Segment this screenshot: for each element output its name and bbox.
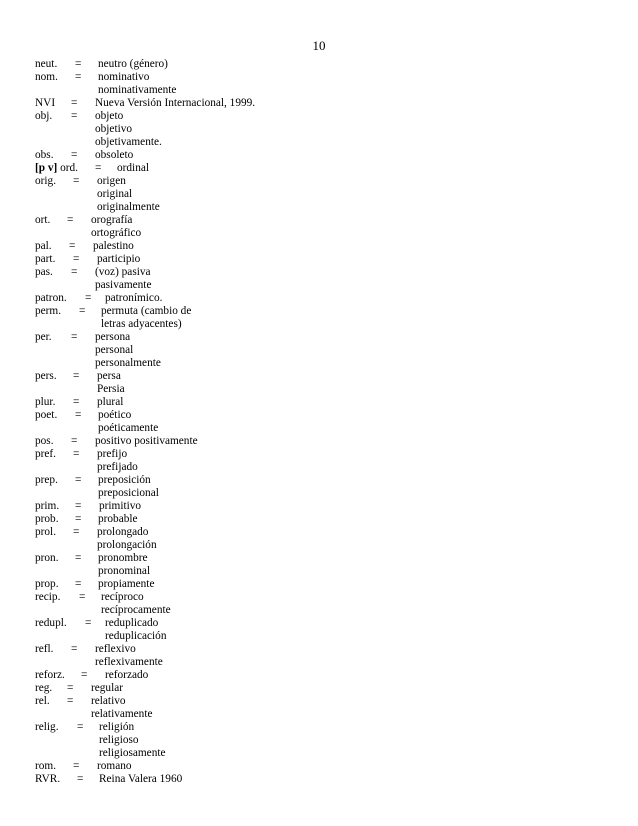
equals-sign: = (71, 435, 78, 447)
equals-sign: = (71, 97, 78, 109)
entry-row (35, 526, 595, 539)
entry-row (35, 97, 595, 110)
definition: Nueva Versión Internacional, 1999. (95, 97, 256, 109)
abbreviation: recip. (35, 591, 61, 603)
abbreviation: prim. (35, 500, 60, 512)
entry-row (35, 162, 595, 175)
definition: prefijo (97, 448, 128, 460)
abbreviation: part. (35, 253, 56, 265)
entry-row (35, 331, 595, 344)
abbreviation-entry (35, 617, 595, 643)
definition: palestino (93, 240, 134, 252)
entry-continuation-row (35, 734, 595, 747)
abbreviation-entry (35, 175, 595, 214)
abbreviation: perm. (35, 305, 62, 317)
entry-continuation-row (35, 123, 595, 136)
definition: recíproco (101, 591, 144, 603)
abbreviation-entry (35, 643, 595, 669)
entry-row (35, 695, 595, 708)
abbreviation-entry (35, 578, 595, 591)
entry-row (35, 409, 595, 422)
abbreviation: reforz. (35, 669, 65, 681)
entry-row (35, 682, 595, 695)
abbreviation: pal. (35, 240, 52, 252)
entry-row (35, 58, 595, 71)
abbreviation-entry (35, 695, 595, 721)
definition: prefijado (97, 461, 138, 473)
definition: positivo positivamente (95, 435, 198, 447)
equals-sign: = (95, 162, 102, 174)
definition: reflexivamente (95, 656, 163, 668)
entry-continuation-row (35, 357, 595, 370)
definition: personal (95, 344, 134, 356)
abbreviation-entry (35, 760, 595, 773)
definition: personalmente (95, 357, 161, 369)
entry-continuation-row (35, 747, 595, 760)
equals-sign: = (73, 175, 80, 187)
abbreviation-entry (35, 149, 595, 162)
abbreviation: pron. (35, 552, 59, 564)
abbreviation: prob. (35, 513, 59, 525)
definition: religiosamente (99, 747, 166, 759)
entry-continuation-row (35, 708, 595, 721)
equals-sign: = (71, 110, 78, 122)
definition: original (97, 188, 133, 200)
abbreviation: ort. (35, 214, 51, 226)
equals-sign: = (85, 617, 92, 629)
abbreviation-entry (35, 162, 595, 175)
equals-sign: = (77, 773, 84, 785)
definition: neutro (género) (98, 58, 168, 70)
definition: regular (91, 682, 123, 694)
equals-sign: = (73, 448, 80, 460)
abbreviation-entry (35, 669, 595, 682)
definition: originalmente (97, 201, 160, 213)
entry-continuation-row (35, 461, 595, 474)
abbreviation-entry (35, 240, 595, 253)
entry-row (35, 71, 595, 84)
definition: objetivamente. (95, 136, 162, 148)
entry-row (35, 773, 595, 786)
abbreviation-entry (35, 773, 595, 786)
abbreviation-entry (35, 292, 595, 305)
entry-row (35, 513, 595, 526)
definition: reduplicación (105, 630, 167, 642)
definition: participio (97, 253, 141, 265)
equals-sign: = (67, 695, 74, 707)
definition: poético (98, 409, 132, 421)
abbreviation: prep. (35, 474, 58, 486)
entry-row (35, 669, 595, 682)
abbreviation: per. (35, 331, 52, 343)
equals-sign: = (79, 305, 86, 317)
abbreviation: rel. (35, 695, 50, 707)
entry-row (35, 240, 595, 253)
abbreviation-entry (35, 71, 595, 97)
abbreviation: NVI (35, 97, 56, 109)
definition: relativo (91, 695, 126, 707)
abbreviation: pos. (35, 435, 54, 447)
abbreviation-entry (35, 370, 595, 396)
equals-sign: = (77, 721, 84, 733)
entry-continuation-row (35, 136, 595, 149)
abbreviation: orig. (35, 175, 57, 187)
entry-row (35, 435, 595, 448)
abbreviation: RVR. (35, 773, 61, 785)
equals-sign: = (75, 552, 82, 564)
entry-row (35, 617, 595, 630)
definition: preposicional (98, 487, 159, 499)
definition: plural (97, 396, 124, 408)
entry-continuation-row (35, 604, 595, 617)
abbreviation: pref. (35, 448, 57, 460)
entry-continuation-row (35, 227, 595, 240)
equals-sign: = (75, 513, 82, 525)
definition: religioso (99, 734, 139, 746)
definition: reflexivo (95, 643, 136, 655)
equals-sign: = (69, 240, 76, 252)
definition: pasivamente (95, 279, 152, 291)
entry-continuation-row (35, 565, 595, 578)
equals-sign: = (85, 292, 92, 304)
definition: origen (97, 175, 126, 187)
definition: pronominal (98, 565, 151, 577)
definition: ordinal (117, 162, 149, 174)
definition: romano (97, 760, 132, 772)
entry-row (35, 760, 595, 773)
definition: orografía (91, 214, 133, 226)
abbreviation-entry (35, 513, 595, 526)
entry-row (35, 552, 595, 565)
entry-continuation-row (35, 422, 595, 435)
abbreviation: patron. (35, 292, 67, 304)
definition: probable (98, 513, 138, 525)
equals-sign: = (73, 526, 80, 538)
definition: Persia (97, 383, 125, 395)
definition: relativamente (91, 708, 153, 720)
entry-continuation-row (35, 279, 595, 292)
definition: obsoleto (95, 149, 134, 161)
equals-sign: = (75, 409, 82, 421)
definition: persona (95, 331, 131, 343)
equals-sign: = (71, 266, 78, 278)
definition: prolongación (97, 539, 157, 551)
equals-sign: = (79, 591, 86, 603)
entry-row (35, 253, 595, 266)
abbreviation-entry (35, 331, 595, 370)
abbreviation-entry (35, 305, 595, 331)
abbreviation-entry (35, 474, 595, 500)
entry-row (35, 305, 595, 318)
entry-row (35, 591, 595, 604)
abbreviation: prop. (35, 578, 59, 590)
entry-continuation-row (35, 539, 595, 552)
abbreviation: obs. (35, 149, 54, 161)
entry-row (35, 149, 595, 162)
abbreviation: relig. (35, 721, 59, 733)
entry-row (35, 214, 595, 227)
abbreviation: neut. (35, 58, 58, 70)
abbreviation: prol. (35, 526, 57, 538)
equals-sign: = (75, 474, 82, 486)
entry-row (35, 578, 595, 591)
abbreviation: refl. (35, 643, 54, 655)
entry-row (35, 396, 595, 409)
definition: ortográfico (91, 227, 142, 239)
entry-row (35, 500, 595, 513)
abbreviation-entry (35, 253, 595, 266)
entry-continuation-row (35, 188, 595, 201)
equals-sign: = (67, 214, 74, 226)
definition: reduplicado (105, 617, 159, 629)
entry-continuation-row (35, 383, 595, 396)
entry-row (35, 721, 595, 734)
definition: persa (97, 370, 121, 382)
entry-row (35, 370, 595, 383)
abbreviation: pas. (35, 266, 53, 278)
equals-sign: = (73, 370, 80, 382)
abbreviation: rom. (35, 760, 57, 772)
abbreviation: redupl. (35, 617, 67, 629)
definition: pronombre (98, 552, 148, 564)
definition: objetivo (95, 123, 133, 135)
entry-row (35, 266, 595, 279)
equals-sign: = (73, 760, 80, 772)
equals-sign: = (75, 578, 82, 590)
abbreviation-entry (35, 526, 595, 552)
definition: letras adyacentes) (101, 318, 182, 330)
page-number: 10 (312, 38, 326, 53)
definition: preposición (98, 474, 151, 486)
abbreviation: poet. (35, 409, 58, 421)
abbreviation-entry (35, 682, 595, 695)
abbreviation-entry (35, 435, 595, 448)
entry-continuation-row (35, 318, 595, 331)
abbreviation-entry (35, 591, 595, 617)
definition: religión (99, 721, 135, 733)
definition: objeto (95, 110, 124, 122)
abbreviation-entry (35, 396, 595, 409)
abbreviation-list (35, 58, 595, 786)
abbreviation-entry (35, 409, 595, 435)
abbreviation-entry (35, 110, 595, 149)
entry-row (35, 643, 595, 656)
equals-sign: = (75, 71, 82, 83)
entry-continuation-row (35, 630, 595, 643)
equals-sign: = (71, 331, 78, 343)
abbreviation: reg. (35, 682, 53, 694)
entry-continuation-row (35, 344, 595, 357)
definition: propiamente (98, 578, 155, 590)
abbreviation-entry (35, 58, 595, 71)
definition: patronímico. (105, 292, 163, 304)
definition: (voz) pasiva (95, 266, 151, 278)
entry-row (35, 110, 595, 123)
equals-sign: = (73, 253, 80, 265)
equals-sign: = (71, 149, 78, 161)
equals-sign: = (75, 58, 82, 70)
equals-sign: = (73, 396, 80, 408)
entry-row (35, 448, 595, 461)
definition: nominativamente (98, 84, 177, 96)
definition: recíprocamente (101, 604, 171, 616)
abbreviation: obj. (35, 110, 53, 122)
definition: nominativo (98, 71, 150, 83)
abbreviation-tag: [p v] (35, 162, 58, 174)
abbreviation-entry (35, 552, 595, 578)
entry-row (35, 175, 595, 188)
definition: primitivo (99, 500, 142, 512)
abbreviation-entry (35, 266, 595, 292)
definition: Reina Valera 1960 (99, 773, 183, 785)
abbreviation-entry (35, 500, 595, 513)
entry-continuation-row (35, 84, 595, 97)
equals-sign: = (75, 500, 82, 512)
abbreviation-entry (35, 448, 595, 474)
abbreviation: pers. (35, 370, 57, 382)
abbreviation: nom. (35, 71, 58, 83)
equals-sign: = (67, 682, 74, 694)
definition: prolongado (97, 526, 149, 538)
abbreviation: plur. (35, 396, 56, 408)
entry-row (35, 474, 595, 487)
equals-sign: = (71, 643, 78, 655)
abbreviation-entry (35, 214, 595, 240)
abbreviation: [p v] ord. (35, 162, 78, 174)
entry-row (35, 292, 595, 305)
abbreviation-entry (35, 97, 595, 110)
definition: poéticamente (98, 422, 159, 434)
equals-sign: = (81, 669, 88, 681)
abbreviation-entry (35, 721, 595, 760)
entry-continuation-row (35, 201, 595, 214)
definition: permuta (cambio de (101, 305, 192, 317)
definition: reforzado (105, 669, 149, 681)
entry-continuation-row (35, 656, 595, 669)
entry-continuation-row (35, 487, 595, 500)
